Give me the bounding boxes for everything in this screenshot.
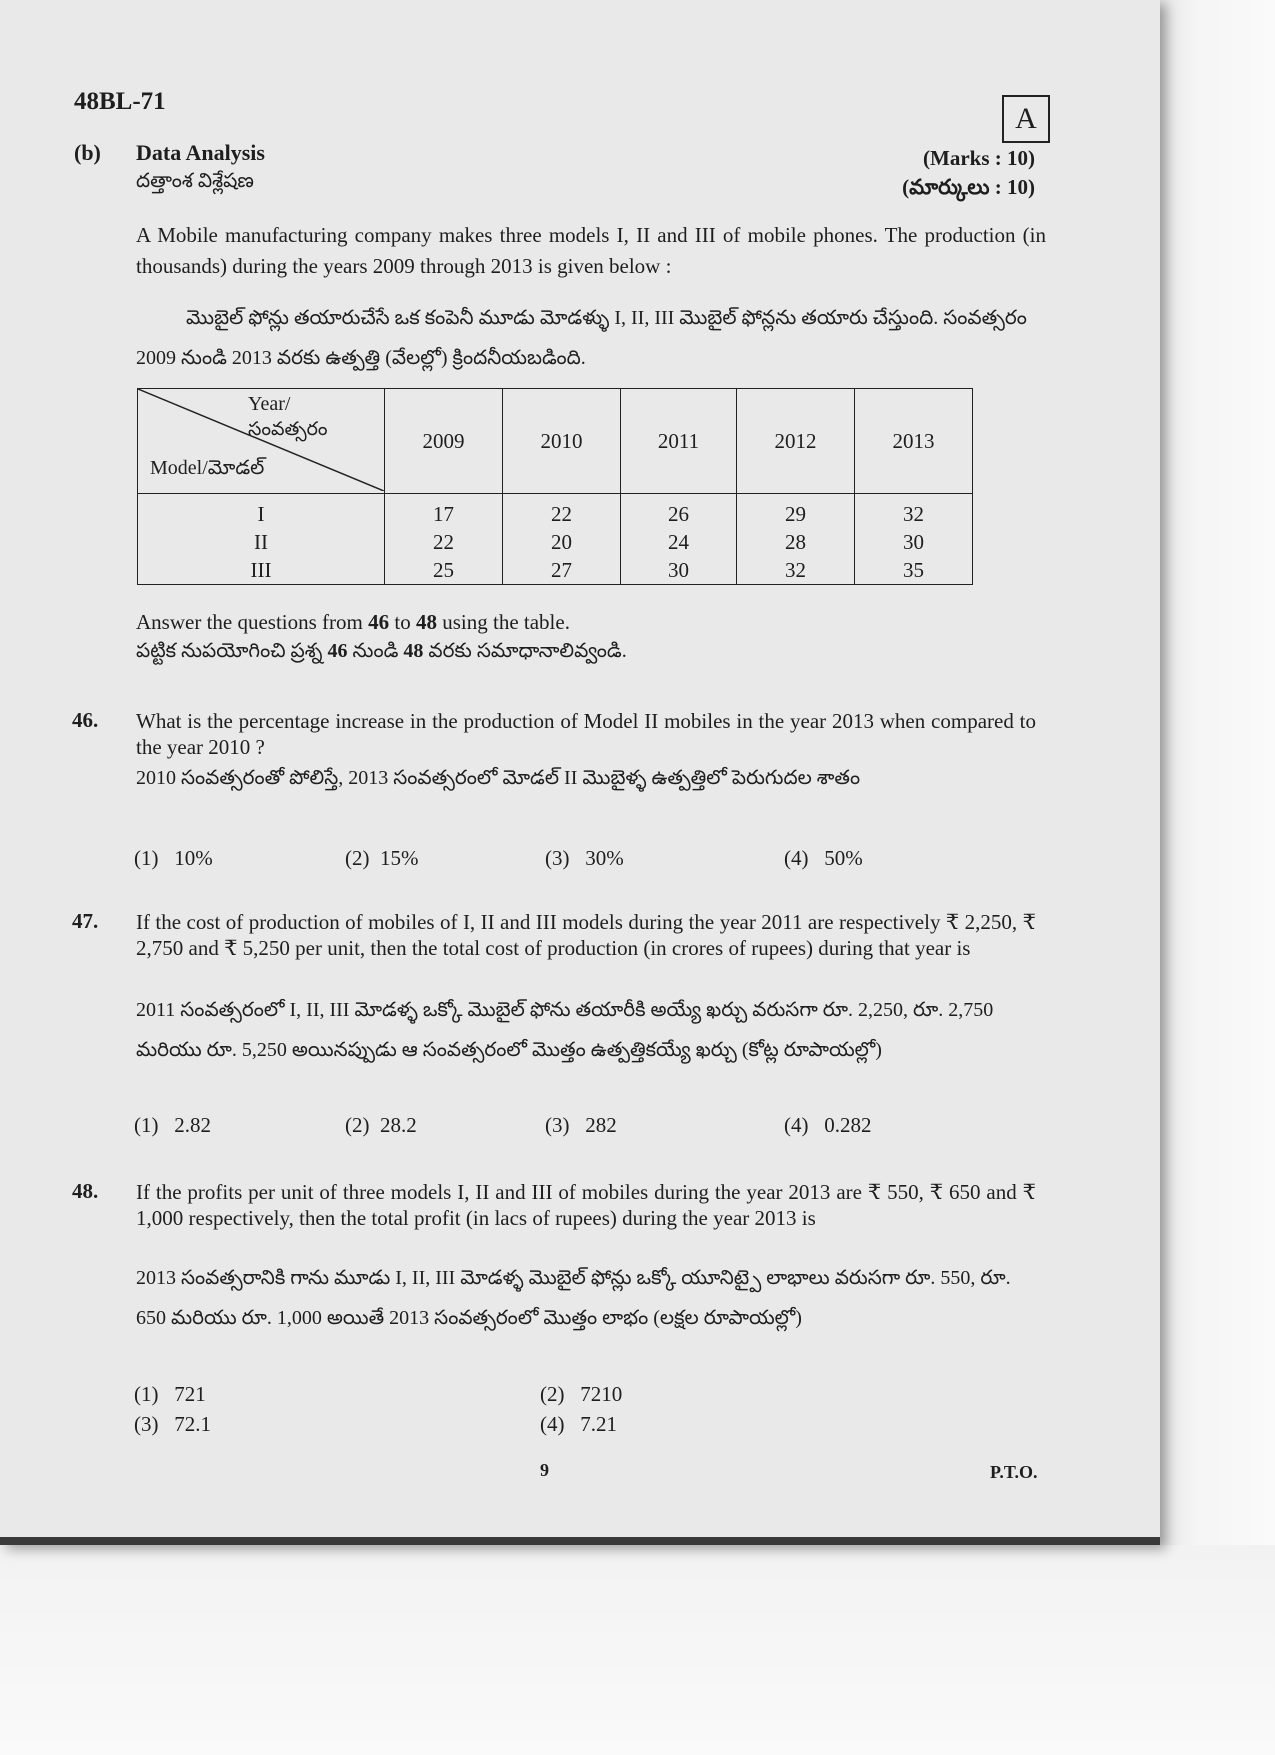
intro-english: A Mobile manufacturing company makes three models I, II and III of mobile phones. The production (in thousands) during the years 2009 through 2013 is given below : — [136, 223, 1046, 278]
value-cell: 29 — [736, 494, 854, 529]
scan-background-bottom — [0, 1545, 1275, 1755]
option-text: 72.1 — [174, 1412, 211, 1436]
question-text-telugu: 2013 సంవత్సరానికి గాను మూడు I, II, III మోడళ్ళ మొబైల్ ఫోన్లు ఒక్కో యూనిట్పై లాభాలు వరుసగా రూ. 550, రూ. 650 మరియు రూ. 1,000 అయితే 2013 సంవత్సరంలో మొత్తం లాభం (లక్షల రూపాయల్లో) — [136, 1267, 1011, 1329]
value-cell: 35 — [854, 556, 972, 585]
option-text: 7.21 — [580, 1412, 617, 1436]
section-marks: (Marks : 10) — [923, 146, 1035, 170]
option-4[interactable] — [784, 846, 863, 871]
question-text-english: If the cost of production of mobiles of I, II and III models during the year 2011 are respectively ₹ 2,250, ₹ 2,750 and ₹ 5,250 per unit, then the total cost of production (in crores of rupees) during that year is — [136, 910, 1036, 960]
pto-label: P.T.O. — [990, 1462, 1038, 1482]
option-3[interactable] — [134, 1412, 211, 1437]
value-cell: 17 — [385, 494, 503, 529]
option-number: (1) — [134, 846, 159, 870]
intro-telugu: మొబైల్ ఫోన్లు తయారుచేసే ఒక కంపెనీ మూడు మోడళ్ళు I, II, III మొబైల్ ఫోన్లను తయారు చేస్తుంది. సంవత్సరం 2009 నుండి 2013 వరకు ఉత్పత్తి (వేలల్లో) క్రిందనీయబడింది. — [136, 307, 1027, 369]
option-text: 282 — [585, 1113, 617, 1137]
instruction-to: 48 — [415, 610, 437, 634]
value-cell: 28 — [736, 528, 854, 556]
option-text: 0.282 — [824, 1113, 872, 1137]
corner-year-label-telugu: సంవత్సరం — [248, 419, 328, 440]
question-text-telugu: 2010 సంవత్సరంతో పోలిస్తే, 2013 సంవత్సరంలో మోడల్ II మొబైళ్ళ ఉత్పత్తిలో పెరుగుదల శాతం — [136, 767, 861, 789]
section-title: Data Analysis — [136, 140, 265, 165]
instruction-to: 48 — [403, 640, 424, 662]
model-cell: III — [138, 556, 385, 585]
value-cell: 24 — [621, 528, 737, 556]
option-3[interactable] — [545, 1113, 617, 1138]
option-text: 28.2 — [380, 1113, 417, 1137]
question-number: 48. — [72, 1179, 99, 1203]
option-1[interactable] — [134, 1382, 206, 1407]
option-number: (1) — [134, 1382, 159, 1406]
question-text-english: If the profits per unit of three models I, II and III of mobiles during the year 2013 are ₹ 550, ₹ 650 and ₹ 1,000 respectively, then the total profit (in lacs of rupees) during the year 2013 is — [136, 1180, 1036, 1230]
option-number: (3) — [545, 1113, 570, 1137]
instruction-text: to — [389, 610, 416, 634]
year-header: 2009 — [385, 389, 503, 494]
model-cell: II — [138, 528, 385, 556]
page-number: 9 — [540, 1460, 549, 1480]
year-header: 2010 — [503, 389, 621, 494]
option-2[interactable] — [345, 1113, 417, 1138]
option-text: 2.82 — [174, 1113, 211, 1137]
year-header: 2011 — [621, 389, 737, 494]
question-number: 47. — [72, 909, 99, 933]
option-text: 50% — [824, 846, 863, 870]
table-header-row — [138, 389, 973, 494]
value-cell: 25 — [385, 556, 503, 585]
question-number: 46. — [72, 708, 99, 732]
option-3[interactable] — [545, 846, 624, 871]
table-row — [138, 556, 973, 585]
option-1[interactable] — [134, 1113, 211, 1138]
value-cell: 30 — [854, 528, 972, 556]
section-marks-telugu: (మార్కులు : 10) — [902, 175, 1035, 199]
instruction-english — [136, 610, 570, 635]
section-title-telugu: దత్తాంశ విశ్లేషణ — [136, 170, 254, 192]
instruction-telugu — [136, 640, 627, 667]
option-number: (1) — [134, 1113, 159, 1137]
year-header: 2012 — [736, 389, 854, 494]
option-number: (3) — [545, 846, 570, 870]
value-cell: 32 — [736, 556, 854, 585]
model-cell: I — [138, 494, 385, 529]
instruction-from: 46 — [327, 640, 348, 662]
year-header: 2013 — [854, 389, 972, 494]
value-cell: 32 — [854, 494, 972, 529]
value-cell: 26 — [621, 494, 737, 529]
instruction-text: Answer the questions from — [136, 610, 369, 634]
option-number: (2) — [540, 1382, 565, 1406]
scan-background-edge — [1160, 0, 1275, 1545]
instruction-text: పట్టిక నుపయోగించి ప్రశ్న — [136, 640, 328, 662]
table-row — [138, 494, 973, 529]
section-letter: (b) — [74, 140, 101, 165]
option-number: (3) — [134, 1412, 159, 1436]
option-text: 30% — [585, 846, 624, 870]
option-text: 7210 — [580, 1382, 623, 1406]
table-corner-cell — [138, 389, 385, 494]
corner-year-label: Year/ — [248, 393, 291, 415]
set-letter-box: A — [1002, 95, 1050, 143]
value-cell: 22 — [385, 528, 503, 556]
question-text-english: What is the percentage increase in the production of Model II mobiles in the year 2013 when compared to the year 2010 ? — [136, 709, 1036, 759]
option-number: (2) — [345, 1113, 370, 1137]
instruction-text: using the table. — [436, 610, 570, 634]
production-table — [137, 388, 973, 585]
option-4[interactable] — [540, 1412, 617, 1437]
option-1[interactable] — [134, 846, 213, 871]
option-number: (4) — [540, 1412, 565, 1436]
paper-code: 48BL-71 — [74, 88, 166, 115]
instruction-text: వరకు సమాధానాలివ్వండి. — [423, 640, 627, 662]
value-cell: 27 — [503, 556, 621, 585]
instruction-from: 46 — [368, 610, 390, 634]
value-cell: 30 — [621, 556, 737, 585]
table-row — [138, 528, 973, 556]
option-4[interactable] — [784, 1113, 872, 1138]
option-number: (4) — [784, 846, 809, 870]
option-number: (2) — [345, 846, 370, 870]
value-cell: 20 — [503, 528, 621, 556]
question-text-telugu: 2011 సంవత్సరంలో I, II, III మోడళ్ళ ఒక్కో మొబైల్ ఫోను తయారీకి అయ్యే ఖర్చు వరుసగా రూ. 2,250, రూ. 2,750 మరియు రూ. 5,250 అయినప్పుడు ఆ సంవత్సరంలో మొత్తం ఉత్పత్తికయ్యే ఖర్చు (కోట్ల రూపాయల్లో) — [136, 999, 994, 1061]
corner-model-label: Model/మోడల్ — [150, 457, 265, 479]
option-2[interactable] — [540, 1382, 622, 1407]
value-cell: 22 — [503, 494, 621, 529]
option-text: 721 — [174, 1382, 206, 1406]
option-text: 15% — [380, 846, 419, 870]
instruction-text: నుండి — [347, 640, 404, 662]
option-text: 10% — [174, 846, 213, 870]
option-number: (4) — [784, 1113, 809, 1137]
option-2[interactable] — [345, 846, 419, 871]
